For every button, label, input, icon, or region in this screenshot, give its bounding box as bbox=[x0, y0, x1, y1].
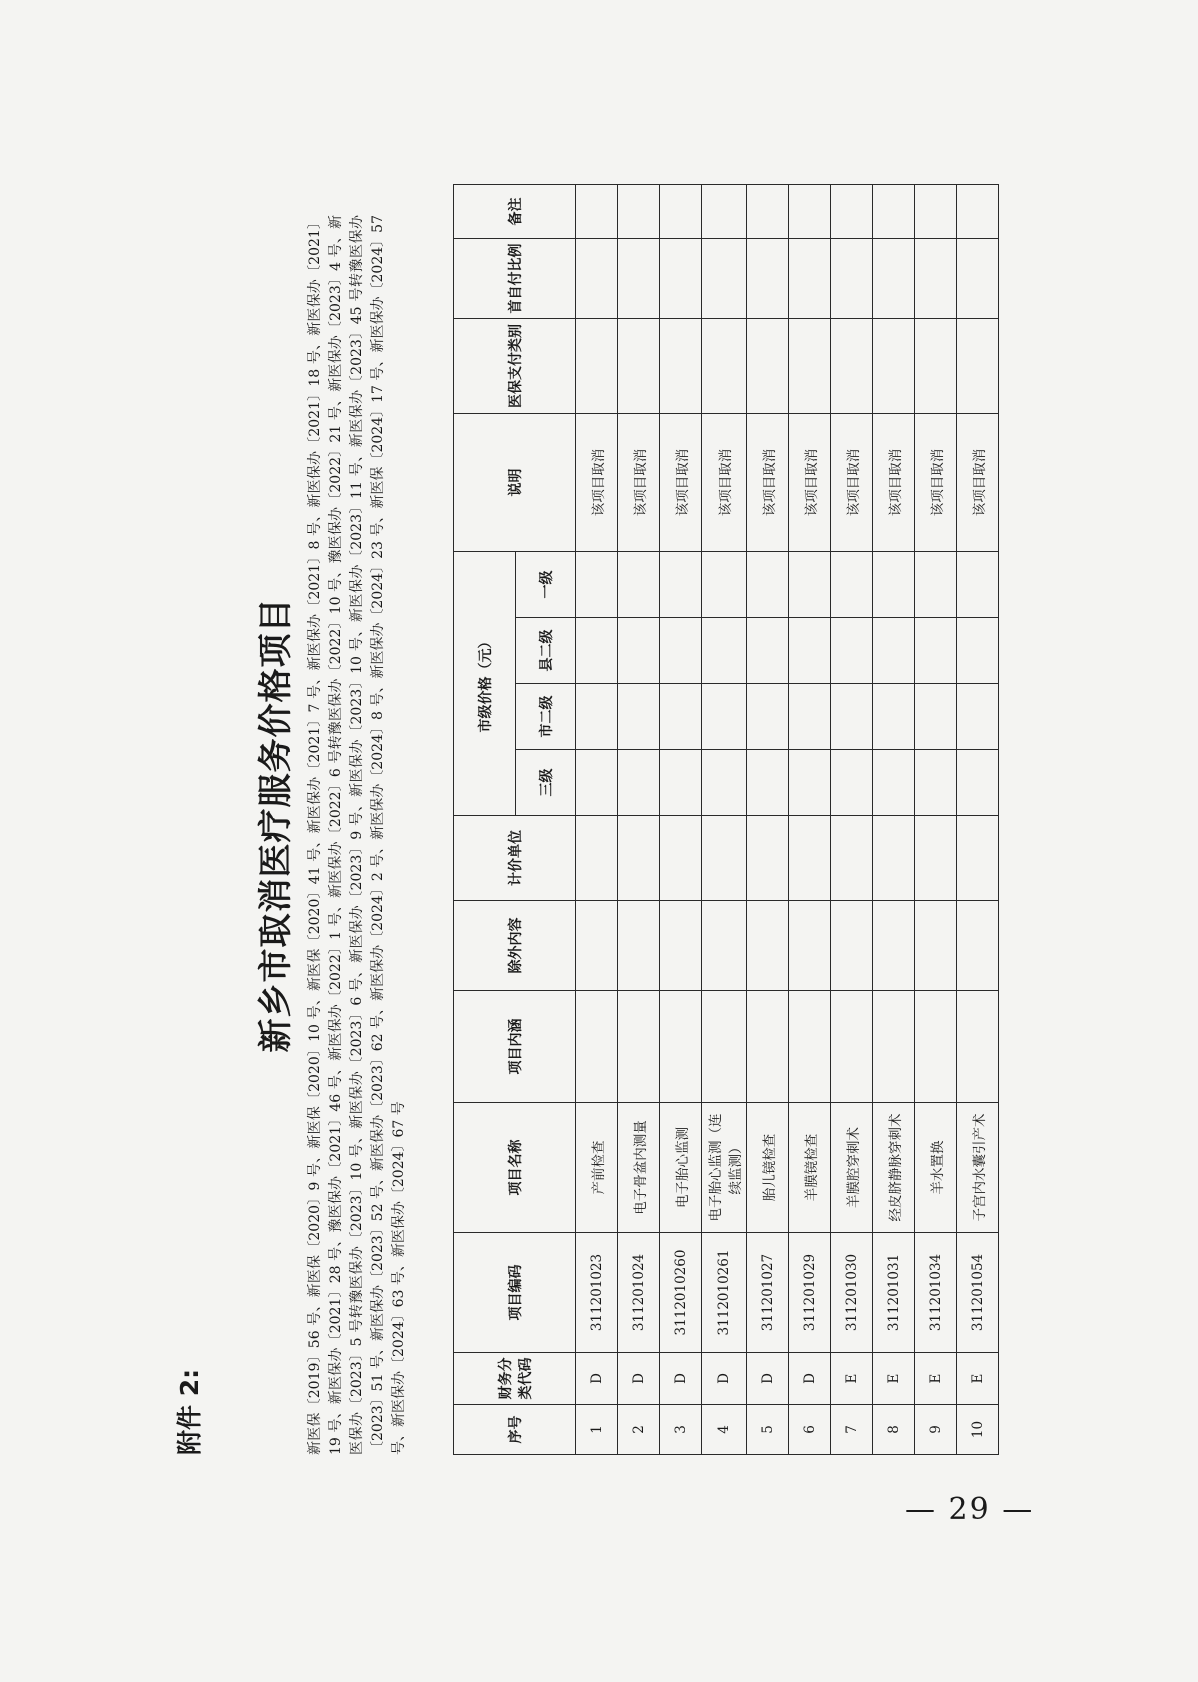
header-level1: 一级 bbox=[516, 552, 576, 618]
row-content bbox=[789, 991, 831, 1103]
row-self-pay bbox=[618, 239, 660, 319]
header-unit: 计价单位 bbox=[454, 816, 576, 901]
header-self-pay: 首自付比例 bbox=[454, 239, 576, 319]
row-item-code: 311201030 bbox=[831, 1233, 873, 1353]
row-content bbox=[747, 991, 789, 1103]
row-seq: 7 bbox=[831, 1405, 873, 1455]
row-seq: 4 bbox=[702, 1405, 747, 1455]
header-seq: 序号 bbox=[454, 1405, 576, 1455]
header-desc: 说明 bbox=[454, 414, 576, 552]
row-content bbox=[660, 991, 702, 1103]
row-remark bbox=[747, 185, 789, 239]
row-seq: 9 bbox=[915, 1405, 957, 1455]
row-self-pay bbox=[831, 239, 873, 319]
row-item-code: 311201023 bbox=[576, 1233, 618, 1353]
row-fin-code: E bbox=[873, 1353, 915, 1405]
row-item-code: 3112010260 bbox=[660, 1233, 702, 1353]
table-row bbox=[618, 185, 660, 1455]
row-level1 bbox=[873, 552, 915, 618]
row-remark bbox=[831, 185, 873, 239]
row-self-pay bbox=[789, 239, 831, 319]
row-self-pay bbox=[576, 239, 618, 319]
row-desc: 该项目取消 bbox=[957, 414, 999, 552]
header-item-name: 项目名称 bbox=[454, 1103, 576, 1233]
row-city-level2 bbox=[831, 684, 873, 750]
row-excluded bbox=[747, 901, 789, 991]
row-remark bbox=[618, 185, 660, 239]
row-item-code: 311201027 bbox=[747, 1233, 789, 1353]
row-county-level2 bbox=[915, 618, 957, 684]
row-seq: 10 bbox=[957, 1405, 999, 1455]
row-excluded bbox=[789, 901, 831, 991]
row-excluded bbox=[915, 901, 957, 991]
row-fin-code: D bbox=[660, 1353, 702, 1405]
table-row bbox=[831, 185, 873, 1455]
header-insurance: 医保支付类别 bbox=[454, 319, 576, 414]
row-item-code: 311201024 bbox=[618, 1233, 660, 1353]
row-level1 bbox=[618, 552, 660, 618]
row-remark bbox=[915, 185, 957, 239]
row-insurance bbox=[789, 319, 831, 414]
row-level3 bbox=[618, 750, 660, 816]
row-level1 bbox=[747, 552, 789, 618]
row-item-name: 电子骨盆内测量 bbox=[618, 1103, 660, 1233]
row-unit bbox=[957, 816, 999, 901]
row-seq: 5 bbox=[747, 1405, 789, 1455]
row-content bbox=[915, 991, 957, 1103]
row-level3 bbox=[873, 750, 915, 816]
row-fin-code: E bbox=[915, 1353, 957, 1405]
header-remark: 备注 bbox=[454, 185, 576, 239]
row-city-level2 bbox=[576, 684, 618, 750]
row-item-name: 电子胎心监测（连续监测） bbox=[702, 1103, 747, 1233]
row-self-pay bbox=[747, 239, 789, 319]
row-unit bbox=[747, 816, 789, 901]
row-content bbox=[873, 991, 915, 1103]
row-insurance bbox=[660, 319, 702, 414]
row-item-code: 311201031 bbox=[873, 1233, 915, 1353]
row-unit bbox=[915, 816, 957, 901]
table-row bbox=[660, 185, 702, 1455]
row-self-pay bbox=[702, 239, 747, 319]
table-row bbox=[747, 185, 789, 1455]
row-item-name: 羊水置换 bbox=[915, 1103, 957, 1233]
reference-notes: 新医保〔2019〕56 号、新医保〔2020〕9 号、新医保〔2020〕10 号、新医保〔2020〕41 号、新医保办〔2021〕7 号、新医保办〔2021〕8 号、新医保办〔2021〕18 号、新医保办〔2021〕19 号、新医保办〔2021〕28 号、豫医保办〔2021〕46 号、新医保办〔2022〕1 号、新医保办〔2022〕6 号转豫医保办〔2022〕10 号、豫医保办〔2022〕21 号、新医保办〔2023〕4 号、新医保办〔2023〕5 号转豫医保办〔2023〕10 号、新医保办〔2023〕6 号、新医保办〔2023〕9 号、新医保办〔2023〕10 号、新医保办〔2023〕11 号、新医保办〔2023〕45 号转豫医保办〔2023〕51 号、新医保办〔2023〕52 号、新医保办〔2023〕62 号、新医保办〔2024〕2 号、新医保办〔2024〕8 号、新医保办〔2024〕23 号、新医保〔2024〕17 号、新医保办〔2024〕57 号、新医保办〔2024〕63 号、新医保办〔2024〕67 号 bbox=[307, 215, 407, 1455]
row-fin-code: D bbox=[618, 1353, 660, 1405]
row-fin-code: D bbox=[789, 1353, 831, 1405]
row-unit bbox=[576, 816, 618, 901]
row-level3 bbox=[747, 750, 789, 816]
row-desc: 该项目取消 bbox=[702, 414, 747, 552]
row-level1 bbox=[915, 552, 957, 618]
table-row bbox=[576, 185, 618, 1455]
row-content bbox=[576, 991, 618, 1103]
row-level3 bbox=[660, 750, 702, 816]
row-county-level2 bbox=[660, 618, 702, 684]
row-excluded bbox=[660, 901, 702, 991]
row-desc: 该项目取消 bbox=[747, 414, 789, 552]
table-row bbox=[789, 185, 831, 1455]
row-city-level2 bbox=[660, 684, 702, 750]
row-content bbox=[957, 991, 999, 1103]
price-item-table bbox=[453, 184, 999, 1455]
row-seq: 8 bbox=[873, 1405, 915, 1455]
row-self-pay bbox=[660, 239, 702, 319]
row-city-level2 bbox=[957, 684, 999, 750]
row-fin-code: E bbox=[957, 1353, 999, 1405]
row-excluded bbox=[957, 901, 999, 991]
row-city-level2 bbox=[618, 684, 660, 750]
row-county-level2 bbox=[576, 618, 618, 684]
row-remark bbox=[660, 185, 702, 239]
row-county-level2 bbox=[957, 618, 999, 684]
row-unit bbox=[660, 816, 702, 901]
row-unit bbox=[702, 816, 747, 901]
row-county-level2 bbox=[873, 618, 915, 684]
row-self-pay bbox=[873, 239, 915, 319]
row-level3 bbox=[915, 750, 957, 816]
row-item-code: 311201029 bbox=[789, 1233, 831, 1353]
row-remark bbox=[702, 185, 747, 239]
header-fin-code: 财务分类代码 bbox=[454, 1353, 576, 1405]
row-unit bbox=[873, 816, 915, 901]
row-item-name: 电子胎心监测 bbox=[660, 1103, 702, 1233]
row-remark bbox=[789, 185, 831, 239]
row-fin-code: E bbox=[831, 1353, 873, 1405]
table-row bbox=[702, 185, 747, 1455]
row-remark bbox=[957, 185, 999, 239]
row-county-level2 bbox=[618, 618, 660, 684]
row-seq: 2 bbox=[618, 1405, 660, 1455]
row-desc: 该项目取消 bbox=[660, 414, 702, 552]
row-self-pay bbox=[957, 239, 999, 319]
row-seq: 3 bbox=[660, 1405, 702, 1455]
row-item-name: 经皮脐静脉穿刺术 bbox=[873, 1103, 915, 1233]
row-city-level2 bbox=[789, 684, 831, 750]
row-fin-code: D bbox=[747, 1353, 789, 1405]
row-item-name: 胎儿镜检查 bbox=[747, 1103, 789, 1233]
row-seq: 6 bbox=[789, 1405, 831, 1455]
row-fin-code: D bbox=[702, 1353, 747, 1405]
row-level3 bbox=[957, 750, 999, 816]
row-insurance bbox=[873, 319, 915, 414]
row-insurance bbox=[618, 319, 660, 414]
row-city-level2 bbox=[702, 684, 747, 750]
document-title: 新乡市取消医疗服务价格项目 bbox=[256, 597, 296, 1053]
row-county-level2 bbox=[747, 618, 789, 684]
row-excluded bbox=[831, 901, 873, 991]
row-item-name: 子宫内水囊引产术 bbox=[957, 1103, 999, 1233]
row-desc: 该项目取消 bbox=[789, 414, 831, 552]
row-seq: 1 bbox=[576, 1405, 618, 1455]
row-level1 bbox=[789, 552, 831, 618]
row-item-code: 311201054 bbox=[957, 1233, 999, 1353]
attachment-label: 附件 2: bbox=[175, 1368, 204, 1455]
row-level1 bbox=[660, 552, 702, 618]
header-city-price: 市级价格（元） bbox=[454, 552, 516, 816]
row-insurance bbox=[747, 319, 789, 414]
row-level1 bbox=[702, 552, 747, 618]
row-desc: 该项目取消 bbox=[576, 414, 618, 552]
row-city-level2 bbox=[747, 684, 789, 750]
rotated-content bbox=[170, 195, 988, 1455]
row-item-name: 产前检查 bbox=[576, 1103, 618, 1233]
row-desc: 该项目取消 bbox=[831, 414, 873, 552]
row-level3 bbox=[831, 750, 873, 816]
header-item-code: 项目编码 bbox=[454, 1233, 576, 1353]
row-item-name: 羊膜镜检查 bbox=[789, 1103, 831, 1233]
row-unit bbox=[618, 816, 660, 901]
row-item-name: 羊膜腔穿刺术 bbox=[831, 1103, 873, 1233]
row-desc: 该项目取消 bbox=[873, 414, 915, 552]
row-excluded bbox=[618, 901, 660, 991]
row-content bbox=[618, 991, 660, 1103]
row-city-level2 bbox=[873, 684, 915, 750]
row-county-level2 bbox=[702, 618, 747, 684]
row-item-code: 311201034 bbox=[915, 1233, 957, 1353]
row-city-level2 bbox=[915, 684, 957, 750]
table-row bbox=[915, 185, 957, 1455]
row-level1 bbox=[831, 552, 873, 618]
row-excluded bbox=[873, 901, 915, 991]
row-remark bbox=[873, 185, 915, 239]
row-content bbox=[702, 991, 747, 1103]
row-unit bbox=[789, 816, 831, 901]
header-level3: 三级 bbox=[516, 750, 576, 816]
row-unit bbox=[831, 816, 873, 901]
row-remark bbox=[576, 185, 618, 239]
row-level1 bbox=[957, 552, 999, 618]
row-insurance bbox=[957, 319, 999, 414]
row-content bbox=[831, 991, 873, 1103]
row-desc: 该项目取消 bbox=[618, 414, 660, 552]
row-county-level2 bbox=[789, 618, 831, 684]
row-excluded bbox=[702, 901, 747, 991]
table-row bbox=[957, 185, 999, 1455]
row-desc: 该项目取消 bbox=[915, 414, 957, 552]
row-insurance bbox=[915, 319, 957, 414]
row-level3 bbox=[576, 750, 618, 816]
header-city-level2: 市二级 bbox=[516, 684, 576, 750]
row-insurance bbox=[576, 319, 618, 414]
header-county-level2: 县二级 bbox=[516, 618, 576, 684]
row-insurance bbox=[702, 319, 747, 414]
row-county-level2 bbox=[831, 618, 873, 684]
header-excluded: 除外内容 bbox=[454, 901, 576, 991]
page-number: — 29 — bbox=[905, 1492, 1035, 1527]
row-self-pay bbox=[915, 239, 957, 319]
row-insurance bbox=[831, 319, 873, 414]
header-content: 项目内涵 bbox=[454, 991, 576, 1103]
row-fin-code: D bbox=[576, 1353, 618, 1405]
table-row bbox=[873, 185, 915, 1455]
row-excluded bbox=[576, 901, 618, 991]
row-level3 bbox=[702, 750, 747, 816]
row-item-code: 3112010261 bbox=[702, 1233, 747, 1353]
row-level1 bbox=[576, 552, 618, 618]
row-level3 bbox=[789, 750, 831, 816]
